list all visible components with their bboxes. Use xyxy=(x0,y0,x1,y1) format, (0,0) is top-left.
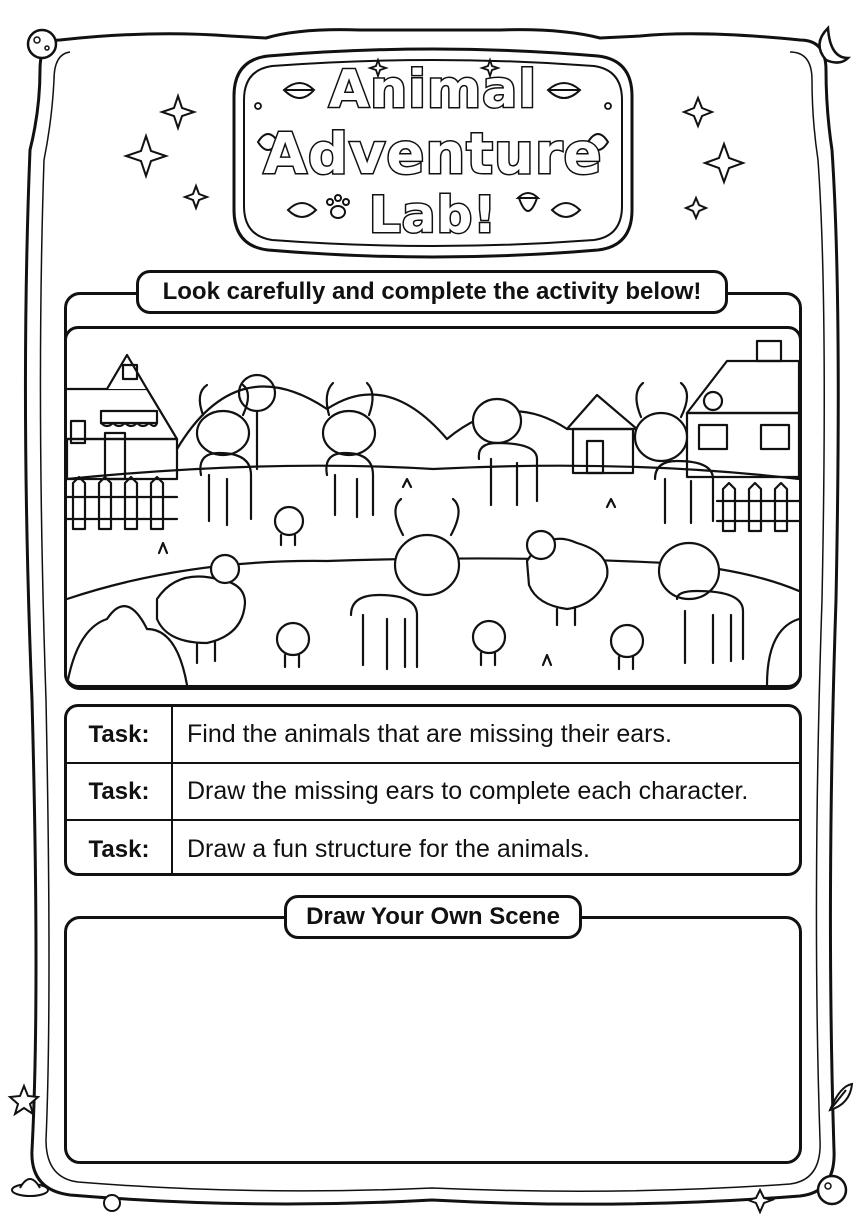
task-label: Task: xyxy=(67,821,173,876)
deer xyxy=(473,399,537,505)
hen xyxy=(527,531,607,625)
deer xyxy=(197,385,251,525)
deer xyxy=(351,499,459,669)
circle-icon xyxy=(104,1195,120,1211)
task-table xyxy=(64,704,802,876)
bush-right xyxy=(767,619,799,685)
planet-icon xyxy=(28,30,56,58)
star-icon xyxy=(748,1190,772,1212)
chick xyxy=(275,507,303,545)
coloring-scene xyxy=(64,326,802,688)
farm-scene-illustration xyxy=(67,329,799,685)
task-row xyxy=(67,821,799,876)
chick xyxy=(473,621,505,665)
drawing-area[interactable] xyxy=(64,916,802,1164)
chick xyxy=(277,623,309,667)
planet-icon xyxy=(818,1176,846,1204)
title-line-2: Adventure xyxy=(263,122,603,187)
deer xyxy=(323,383,375,517)
title-line-1: Animal xyxy=(328,60,538,120)
hen xyxy=(157,555,245,663)
task-label: Task: xyxy=(67,707,173,762)
house-right-large xyxy=(687,341,799,477)
moon-icon xyxy=(819,28,848,63)
title-line-3: Lab! xyxy=(368,186,498,244)
task-row xyxy=(67,764,799,821)
house-right-small xyxy=(567,395,637,473)
task-text: Draw a fun structure for the animals. xyxy=(187,835,590,863)
fence-right xyxy=(717,483,799,531)
chick xyxy=(611,625,643,669)
title-sign xyxy=(228,46,638,260)
task-text: Draw the missing ears to complete each character. xyxy=(187,777,749,805)
deer xyxy=(659,543,743,663)
draw-section-title: Draw Your Own Scene xyxy=(284,895,582,939)
fence-left xyxy=(67,477,177,529)
task-label: Task: xyxy=(67,764,173,819)
task-row xyxy=(67,707,799,764)
task-text: Find the animals that are missing their ears. xyxy=(187,720,672,748)
instruction-banner: Look carefully and complete the activity below! xyxy=(136,270,728,314)
house-left xyxy=(67,355,177,479)
